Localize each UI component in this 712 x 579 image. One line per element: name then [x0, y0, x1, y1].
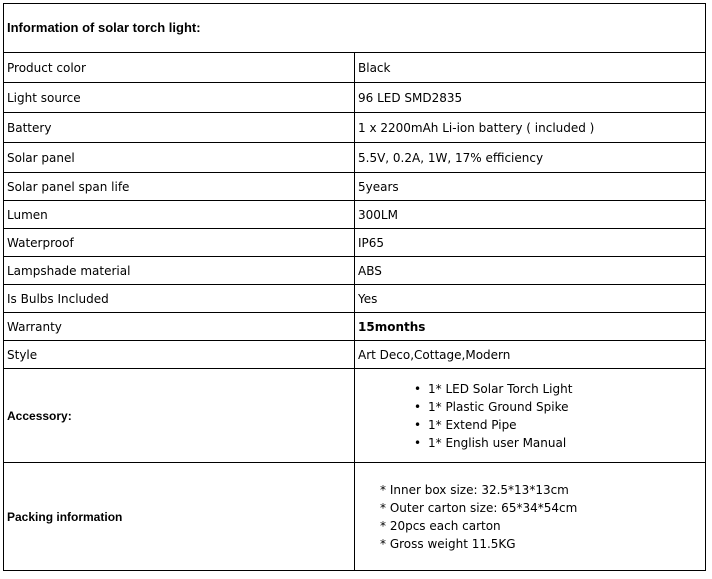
list-item: • 1* Extend Pipe [428, 416, 705, 434]
table-row [4, 143, 706, 173]
row-label: Solar panel span life [4, 173, 355, 201]
list-item: * Outer carton size: 65*34*54cm [380, 500, 578, 515]
table-row [4, 285, 706, 313]
list-item: • 1* LED Solar Torch Light [428, 380, 705, 398]
table-row [4, 53, 706, 83]
row-label: Solar panel [4, 143, 355, 173]
row-label: Warranty [4, 313, 355, 341]
table-row [4, 173, 706, 201]
accessory-row [4, 369, 706, 463]
row-value: Art Deco,Cottage,Modern [355, 341, 706, 369]
accessory-list [358, 380, 705, 452]
packing-row [4, 463, 706, 571]
accessory-label: Accessory: [4, 369, 355, 463]
packing-list [358, 481, 705, 553]
row-value: 96 LED SMD2835 [355, 83, 706, 113]
row-label: Lumen [4, 201, 355, 229]
row-label: Lampshade material [4, 257, 355, 285]
row-value: 300LM [355, 201, 706, 229]
row-value: IP65 [355, 229, 706, 257]
row-label: Light source [4, 83, 355, 113]
table-row [4, 257, 706, 285]
list-item: * 20pcs each carton [380, 518, 501, 533]
list-item: • 1* English user Manual [428, 434, 705, 452]
row-value: 1 x 2200mAh Li-ion battery ( included ) [355, 113, 706, 143]
table-row [4, 83, 706, 113]
row-value: Yes [355, 285, 706, 313]
row-label: Waterproof [4, 229, 355, 257]
list-item: * Inner box size: 32.5*13*13cm [380, 482, 569, 497]
packing-value [355, 463, 706, 571]
warranty-value: 15months [355, 313, 706, 341]
row-label: Product color [4, 53, 355, 83]
row-value: ABS [355, 257, 706, 285]
row-label: Battery [4, 113, 355, 143]
table-row [4, 229, 706, 257]
row-label: Style [4, 341, 355, 369]
table-row [4, 113, 706, 143]
accessory-value [355, 369, 706, 463]
spec-table [3, 3, 706, 571]
list-item: * Gross weight 11.5KG [380, 536, 516, 551]
list-item: • 1* Plastic Ground Spike [428, 398, 705, 416]
row-label: Is Bulbs Included [4, 285, 355, 313]
table-header-row [4, 4, 706, 53]
table-row [4, 313, 706, 341]
table-title: Information of solar torch light: [4, 4, 706, 53]
packing-label: Packing information [4, 463, 355, 571]
row-value: 5.5V, 0.2A, 1W, 17% efficiency [355, 143, 706, 173]
table-row [4, 341, 706, 369]
row-value: 5years [355, 173, 706, 201]
table-row [4, 201, 706, 229]
row-value: Black [355, 53, 706, 83]
